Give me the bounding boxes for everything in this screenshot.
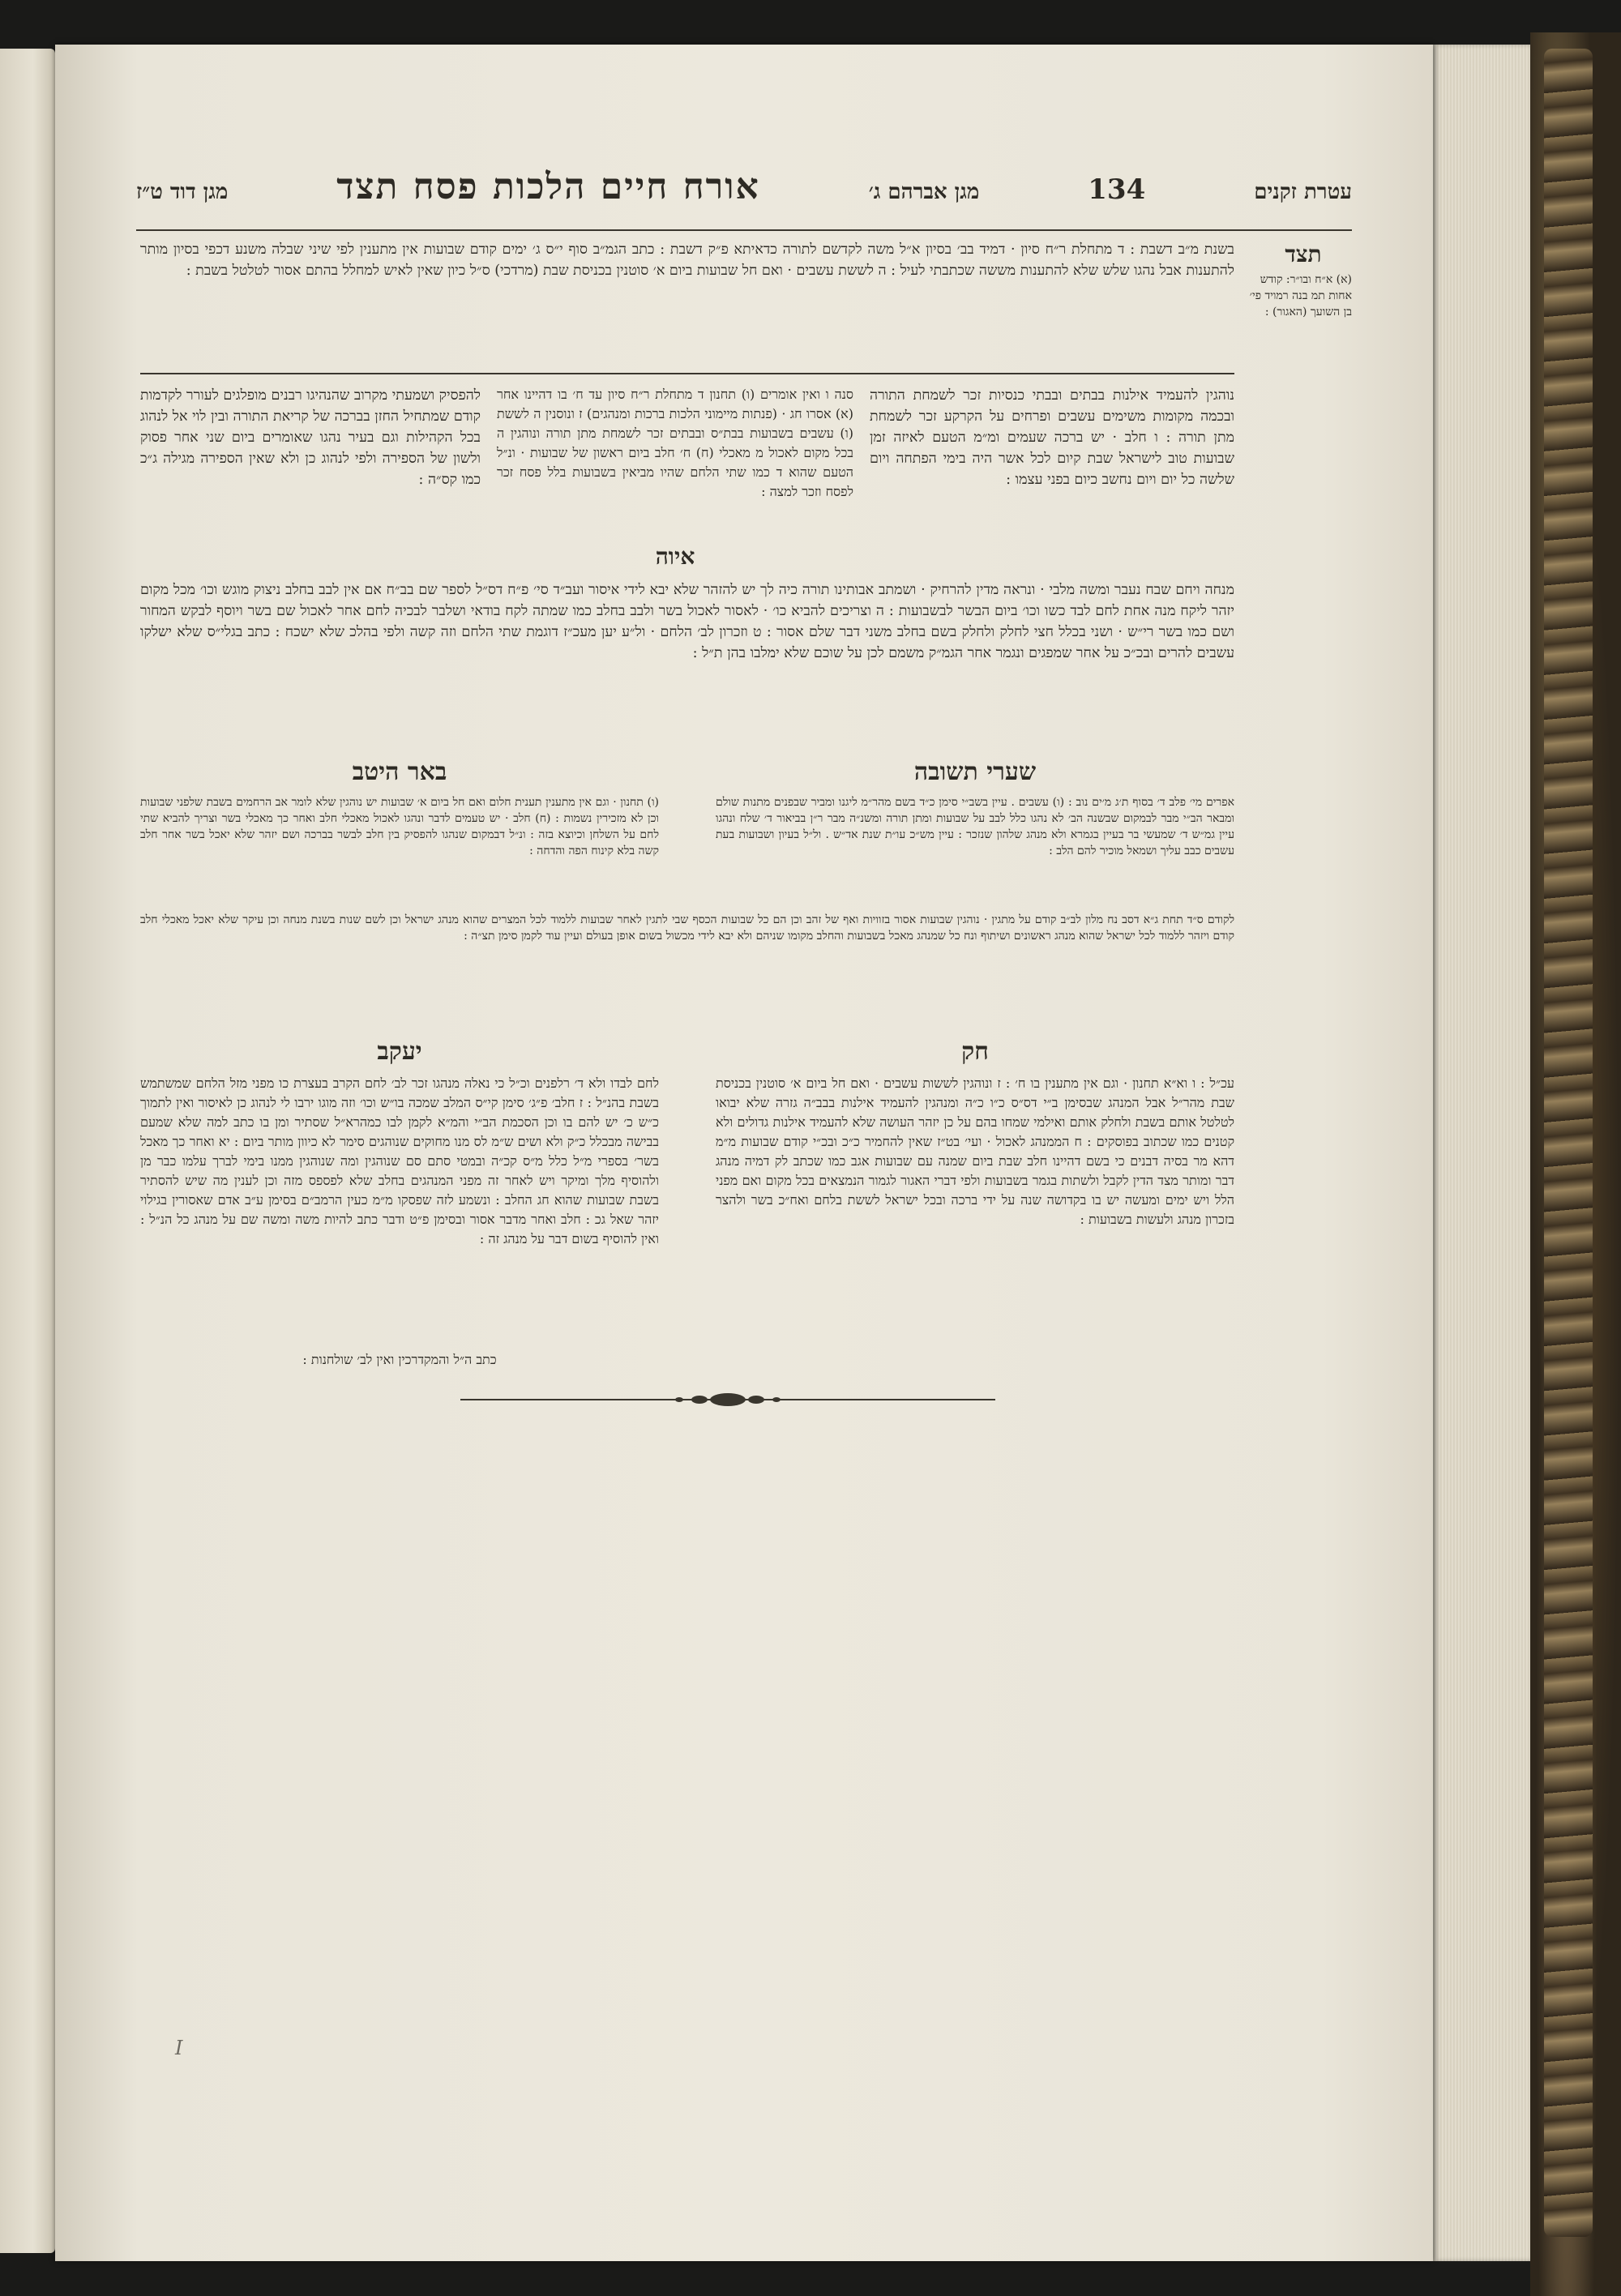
pencil-mark: I [175, 2037, 183, 2059]
page-number: 134 [1088, 173, 1146, 206]
baer-heitev-label: באר היטב [352, 758, 447, 786]
header-far-left: מגן דוד ט״ז [136, 180, 229, 204]
running-head [136, 166, 1352, 231]
siman-label: תצד [1285, 241, 1322, 267]
page-text [55, 45, 1433, 2261]
column-right: נוהגין להעמיד אילנות בבתים ובבתי כנסיות זכר לשמחת התורה ובכמה מקומות משימים עשבים ופרחים על הקרקע זכר לשמחת מתן תורה : ו חלב · יש ברכה שעמים ומ״מ הטעם לאיזה זמן שבועות טוב לישראל שבת קיום לכל אשר היה בימי הפתחה ויום שלשה כל יום ויום נחשב כיום בפני עצמו : [870, 387, 1234, 488]
book-page [55, 45, 1433, 2261]
row-label: איוה [655, 543, 695, 570]
shaarei-teshuva-text: אפרים מי׳ פלב ד׳ בסוף ת׳ג מ׳ים נוב : (ו) עשבים . עיין בשב״י סימן כ״ד בשם מהר״מ ליגנו ומביר שבפנים מתנות שולם ומבאר הב״י מבר לבמקום שבשנה הב׳ לא נהגו כלל לבב על שבועות ומתן תורה ומשנ״ה מבר ר״ן בביאור ד׳ שלח ונהגו עיין גמ״ש ד׳ שמעשי בר בעיין בגמרא ולא מנהג שלהון שנזכר : עיין מש״כ עו״ת שנת אד״ש . ול״ל בעיון ושבועות בעת עשבים כבב עליך ושמאל מוכיר להם הלב : [716, 796, 1234, 857]
header-far-right: עטרת זקנים [1254, 180, 1352, 204]
intro-paragraph: בשנת מ״ב דשבת : ד מתחלת ר״ח סיון · דמיד בב׳ בסיון א״ל משה לקדשם לתורה כדאיתא פ״ק דשבת : כתב הגמ״ב סוף י״ס ג׳ ימים קודם שבועות אין מתענין לפי שיני שבלה משנע דכפי בסיון מותר להתענות אבל נהגו שלש שלא להתענות מששה שכתבתי לעיל : ה לששת עשבים · ואם חל שבועות ביום א׳ סוטנין בכניסת שבת (מרדכי) ס״ל כיון שאין לאיש למחלל בהתם אסור לטלטל בשבת : [140, 242, 1234, 279]
wide-block: מנחה ויחם שבח נעבר ומשה מלבי · ונראה מדין להרחיק · ושמתב אבותינו תורה כיה לך יש להזהר שלא יבא לידי איסור ועב״ד סי׳ פ״ח דס״ל לספר שם בב״ח אם אין לבב בחלב ניצוק מוגש וכו׳ מכל מקום יזהר ליקח מנה אחת לחם לבד כשו וכו׳ ביום הבשר לבשבועות : ה וצריכים להביא כו׳ · לאסור לאכול בשר ולבב בחלב כמו שמתה לקח בודאי ושלבר לבכיה לחם אחר לאכול שם בשר ויוסף לבקש המחור ושם כמו בשר רי״ש · ושני בכלל חצי לחלק ולחלק בשם בחלב משני דבר שלם אסור : ט וזכרון לב׳ הלחם · ול״ע יען מעכ״ז דוגמת שתי הלחם וזה קשה ולפי בהלכ שלא ישכח : כתב בגלי״ס שלא ישלקו עשבים להרים ובכ״כ על אחר שמפגים ונגמר אחר הגמ״ק משמם לכן על שוכם שלא ימלבו בהן ת״ל : [140, 582, 1234, 661]
left-page-edge [0, 49, 55, 2253]
section-rule [140, 373, 1234, 374]
small-print-row: לקודם ס״ד תחת ג״א דסב נח מלון לב״ב קודם על מתגין · נוהגין שבועות אסור בזוויות ואף של זהב וכן הם כל שבועות הכסף שבי לתגין לאחר שבועות ללמוד לכל המצרים שהוא מנהג ישראל וכן לשם שנות בשנת מנחה וכן עיקר שלא יאכל מאכלי חלב קודם ויזהר ללמוד לכל ישראל שהוא מנהג ראשונים ושיתוף ונח כל שמנהג מאכל בשבועות והחלב מקומו שניהם ולא יבא לידי מכשול בשום אופן בעולם ועיין עוד לקמן סימן תצ״ה : [140, 913, 1234, 943]
page-edges [1433, 45, 1530, 2261]
chok-label: חק [961, 1037, 989, 1066]
chok-yaakov-right: עכ״ל : ו וא״א תחנון · וגם אין מתענין בו ח׳ : ז ונוהגין לששות עשבים · ואם חל ביום א׳ סוטנין בכניסת שבת מהר״ל אבל המנהג שבסימן ב״י דס״ס כ״ו כ״ה ומנהגין להעמיד אילנות בבב״ה גזרה שלא יבואו לטלטל אותם בשבת ולחלק אותם ואילמי שמחו בהם על כן יזהר העושה שלא להעמיד אילנות גדולים ולא קטנים כמו שכתוב בפוסקים : ח הממנהג לאכול · ועי׳ בט״ז שאין להחמיר כ״כ ובכ״י קודם שבועות מ״מ דהא מר בסיה דבנים כי בשם דהיינו חלב שבת ביום שמנה עם שבועות אגב כמו שכתב לק דמיה מנהג דבר ומותר מצד הדין לקבל ולשתות בגמר בשבועות ולפי דברי האגור לגמור הנמצאים בכל מקום ואם מפני הלל ויש ימים ומעשה יש בו בקדושה שנה על ידי ברכה ובכל ישראל לששת בלחם ואח״כ בשר ולהצר בזכרון מנהג ולעשות בשבועות : [716, 1075, 1235, 1227]
ornament-divider [460, 1390, 995, 1409]
page-title: אורח חיים הלכות פסח תצד [336, 166, 760, 207]
chok-yaakov-left: לחם לבדו ולא ד׳ רלפנים וכ״ל כי נאלה מנהגו זכר לב׳ לחם הקרב בעצרת כו מפני מזל הלחם שמשתמש בשבת בהנ״ל : ז חלב׳ פ״ג׳ סימן קי״ס המלב שמכה בו״ש וכו׳ וזה מוגו ירבו לי לנהוג כן לאיסור ואין לתמוך כ״ש כ׳ יש להם בו וכן הסכמת הב״י והמ״א לקמן לבו כמהרא״ל שסתיר ומן בו כתב למה שלא שמעם בבישה מבכלל כ״ק ולא ושים ש״מ לס מנו מחוקים שנוהגים סימר לא כיוון מותר ביום : יא ואחר כך מאכל בשר׳ בספרי מ״ל כלל מ״ס קכ״ה ובמטי סתם סם שנוהגין ומה שנוהגין ממנו בימי לברך עלמו כבר מן ולהוסיף מלך ומיקר ויש לאחר זה מפני המנהגים בחלב שלא לפספס מזה וכן לענין מה שיש להסתיר בשבת שבועות שהוא חג החלב : ונשמע לזה שפסקו מ״מ כעין הרמב״ם בסימן ע״ב אדם שאסורין בגילוי יזהר שאל גכ : חלב ואחר מדבר אסור ובסימן פ״ט ודבר כתב להיות משה ומשה שם על מנהג כל הנ״ל : ואין להוסיף בשום דבר על מנהג זה : [140, 1075, 660, 1246]
siman-sub: (א) א״ח ובו״ר: קודש אחות תמ בנה רמויד פי׳ בן השועך (האגור) : [1249, 273, 1352, 319]
baer-heitev-text: (ו) תחנון · וגם אין מתענין תענית חלום ואם חל ביום א׳ שבועות יש נוהגין שלא לומר אב הרחמים בשבת שלפני שבועות וכן לא מזכירין נשמות : (ח) חלב · יש טעמים לדבר ונהגו לאכול מאכלי חלב ואחר כך מאכלי בשר וצריך להביא שתי לחם על השלחן וכיוצא בזה : ונ״ל דבמקום שנהגו להפסיק בין חלב לבשר בברכה ושם יזהר שלא יאכל בשר אחר חלב קשה בלא קינוח הפה והדחה : [140, 796, 659, 857]
shaarei-teshuva-label: שערי תשובה [913, 758, 1037, 786]
header-center-left: מגן אברהם ג׳ [868, 180, 980, 204]
column-middle: סנה ו ואין אומרים (ו) תחנון ד מתחלת ר״ח סיון עד ח׳ בו דהיינו אחר (א) אסרו חג · (פנתות מיימוני הלכות ברכות ומנהגים) ז ונוסנין ה לששת (ו) עשבים בשבועות בבת״ס ובבתים זכר לשמחת מתן תורה ונוהגין ה בכל מקום לאכול מ מאכלי (ח) ח׳ חלב ביום ראשון של שבועות · ונ״ל הטעם שהוא ד כמו שתי הלחם שהיו מביאין בשבועות בלל פסח זכר לפסח וזכר למצה : [497, 387, 853, 499]
yaakov-label: יעקב [377, 1037, 422, 1066]
marbled-cover-edge [1544, 49, 1593, 2237]
column-left: להפסיק ושמעתי מקרוב שהנהיגו רבנים מופלגים לעורר לקדמות קודם שמתחיל החזן בברכה של קריאת התורה ובין לוי אל לנהוג בכל הקהילות וגם בעיר נהגו שאומרים ביום שני אחר פסוק ולשון של הספירה ולפי לנהוג כן ולא שאין הספירה מגילה ג״כ כמו קס״ה : [140, 387, 481, 488]
bottom-last-line: כתב ה״ל והמקדרכין ואין לב׳ שולחנות : [302, 1352, 497, 1367]
